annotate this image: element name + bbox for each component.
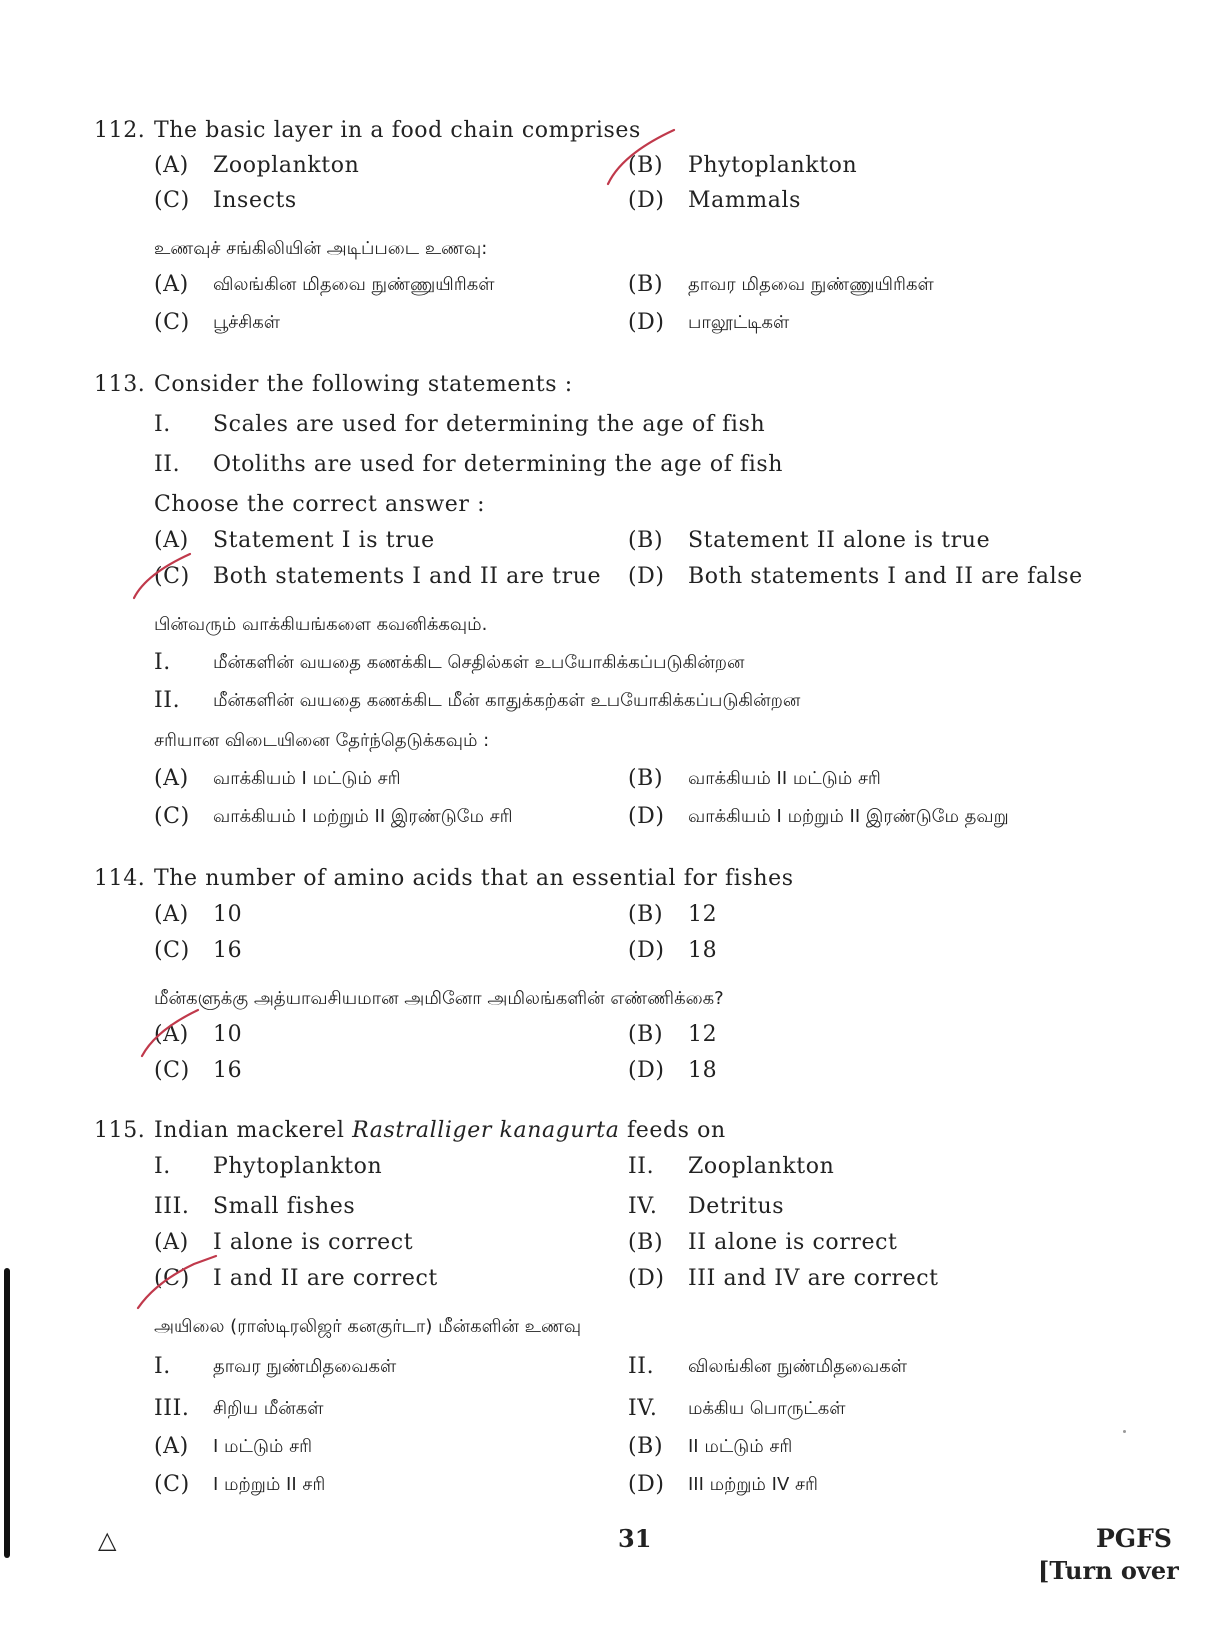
option-label: (B) [628,766,664,791]
option-text: III and IV are correct [688,1266,939,1291]
option-text: II மட்டும் சரி [688,1436,793,1457]
item-label: IV. [628,1396,658,1421]
item-text: Phytoplankton [213,1154,383,1179]
option-text: 10 [213,1022,243,1047]
option-text: பூச்சிகள் [213,312,281,333]
scan-edge-mark [4,1268,10,1558]
option-label: (A) [154,528,189,553]
option-label: (B) [628,1230,664,1255]
option-text: பாலூட்டிகள் [688,312,790,333]
option-text: Statement II alone is true [688,528,991,553]
option-text: Both statements I and II are true [213,564,602,589]
scan-speck [1123,1430,1126,1433]
option-label: (A) [154,902,189,927]
question-stem-en: Consider the following statements : [154,372,573,397]
option-text: தாவர மிதவை நுண்ணுயிரிகள் [688,274,934,295]
option-text: I alone is correct [213,1230,414,1255]
question-stem-ta: அயிலை (ராஸ்டிரலிஜர் கனகுர்டா) மீன்களின் உணவு [154,1316,582,1337]
option-label: (B) [628,272,664,297]
option-text: 18 [688,938,718,963]
option-text: 12 [688,1022,718,1047]
answer-tick-mark [132,1238,222,1318]
option-label: (B) [628,528,664,553]
option-label: (D) [628,310,665,335]
item-label: II. [628,1354,655,1379]
option-label: (B) [628,1434,664,1459]
option-text: Both statements I and II are false [688,564,1083,589]
species-name: Rastralliger kanagurta [352,1118,620,1143]
paper-code: PGFS [1096,1524,1172,1553]
question-number: 113. [94,372,146,397]
item-text: Detritus [688,1194,785,1219]
triangle-icon: △ [98,1526,117,1554]
item-text: சிறிய மீன்கள் [213,1398,324,1419]
option-label: (C) [154,310,190,335]
question-stem-ta: உணவுச் சங்கிலியின் அடிப்படை உணவு: [154,238,488,259]
option-label: (A) [154,1022,189,1047]
question-stem-en: The number of amino acids that an essential for fishes [154,866,794,891]
option-label: (D) [628,1058,665,1083]
question-stem-en: The basic layer in a food chain comprises [154,118,641,143]
option-label: (D) [628,188,665,213]
option-text: II alone is correct [688,1230,898,1255]
item-text: விலங்கின நுண்மிதவைகள் [688,1356,908,1377]
option-label: (D) [628,564,665,589]
option-label: (C) [154,938,190,963]
statement-text: மீன்களின் வயதை கணக்கிட செதில்கள் உபயோகிக்கப்படுகின்றன [213,652,745,673]
option-text: Zooplankton [213,153,360,178]
option-label: (D) [628,938,665,963]
item-label: II. [628,1154,655,1179]
option-text: வாக்கியம் I மற்றும் II இரண்டுமே சரி [213,806,513,827]
question-stem-ta: மீன்களுக்கு அத்யாவசியமான அமினோ அமிலங்களின் எண்ணிக்கை? [154,988,724,1009]
statement-label: I. [154,412,171,437]
answer-tick-mark [136,1004,206,1064]
item-label: III. [154,1396,190,1421]
option-label: (C) [154,1058,190,1083]
option-text: 12 [688,902,718,927]
option-text: Statement I is true [213,528,435,553]
option-label: (C) [154,804,190,829]
option-label: (A) [154,272,189,297]
option-label: (A) [154,1434,189,1459]
option-text: I and II are correct [213,1266,438,1291]
option-label: (C) [154,188,190,213]
option-text: 10 [213,902,243,927]
statement-label: I. [154,650,171,675]
statement-label: II. [154,452,181,477]
answer-tick-mark [600,124,680,194]
option-label: (B) [628,902,664,927]
option-label: (C) [154,564,190,589]
item-text: மக்கிய பொருட்கள் [688,1398,846,1419]
option-text: விலங்கின மிதவை நுண்ணுயிரிகள் [213,274,495,295]
turn-over-note: [Turn over [1038,1556,1179,1585]
question-prompt-ta: சரியான விடையினை தேர்ந்தெடுக்கவும் : [154,730,490,751]
option-label: (B) [628,1022,664,1047]
option-label: (D) [628,1266,665,1291]
option-text: 16 [213,1058,243,1083]
option-text: Insects [213,188,297,213]
option-label: (D) [628,1472,665,1497]
item-label: IV. [628,1194,658,1219]
option-text: வாக்கியம் I மற்றும் II இரண்டுமே தவறு [688,806,1009,827]
item-text: Small fishes [213,1194,356,1219]
statement-text: Scales are used for determining the age of fish [213,412,766,437]
option-label: (C) [154,1472,190,1497]
option-text: Mammals [688,188,802,213]
option-label: (A) [154,153,189,178]
option-text: I மற்றும் II சரி [213,1474,326,1495]
item-label: III. [154,1194,190,1219]
option-text: III மற்றும் IV சரி [688,1474,818,1495]
item-text: தாவர நுண்மிதவைகள் [213,1356,397,1377]
page-number: 31 [618,1524,652,1553]
option-label: (C) [154,1266,190,1291]
question-number: 115. [94,1118,146,1143]
question-stem-en: Indian mackerel Rastralliger kanagurta feeds on [154,1118,726,1143]
option-text: வாக்கியம் I மட்டும் சரி [213,768,401,789]
option-text: 18 [688,1058,718,1083]
statement-label: II. [154,688,181,713]
item-text: Zooplankton [688,1154,835,1179]
option-text: வாக்கியம் II மட்டும் சரி [688,768,881,789]
option-label: (A) [154,766,189,791]
option-text: I மட்டும் சரி [213,1436,313,1457]
item-label: I. [154,1354,171,1379]
option-label: (D) [628,804,665,829]
question-number: 112. [94,118,146,143]
option-text: 16 [213,938,243,963]
statement-text: Otoliths are used for determining the age of fish [213,452,784,477]
answer-tick-mark [128,546,198,606]
option-label: (B) [628,153,664,178]
question-stem-ta: பின்வரும் வாக்கியங்களை கவனிக்கவும். [154,614,488,635]
statement-text: மீன்களின் வயதை கணக்கிட மீன் காதுக்கற்கள் உபயோகிக்கப்படுகின்றன [213,690,801,711]
question-number: 114. [94,866,146,891]
item-label: I. [154,1154,171,1179]
option-text: Phytoplankton [688,153,858,178]
option-label: (A) [154,1230,189,1255]
question-prompt-en: Choose the correct answer : [154,492,486,517]
